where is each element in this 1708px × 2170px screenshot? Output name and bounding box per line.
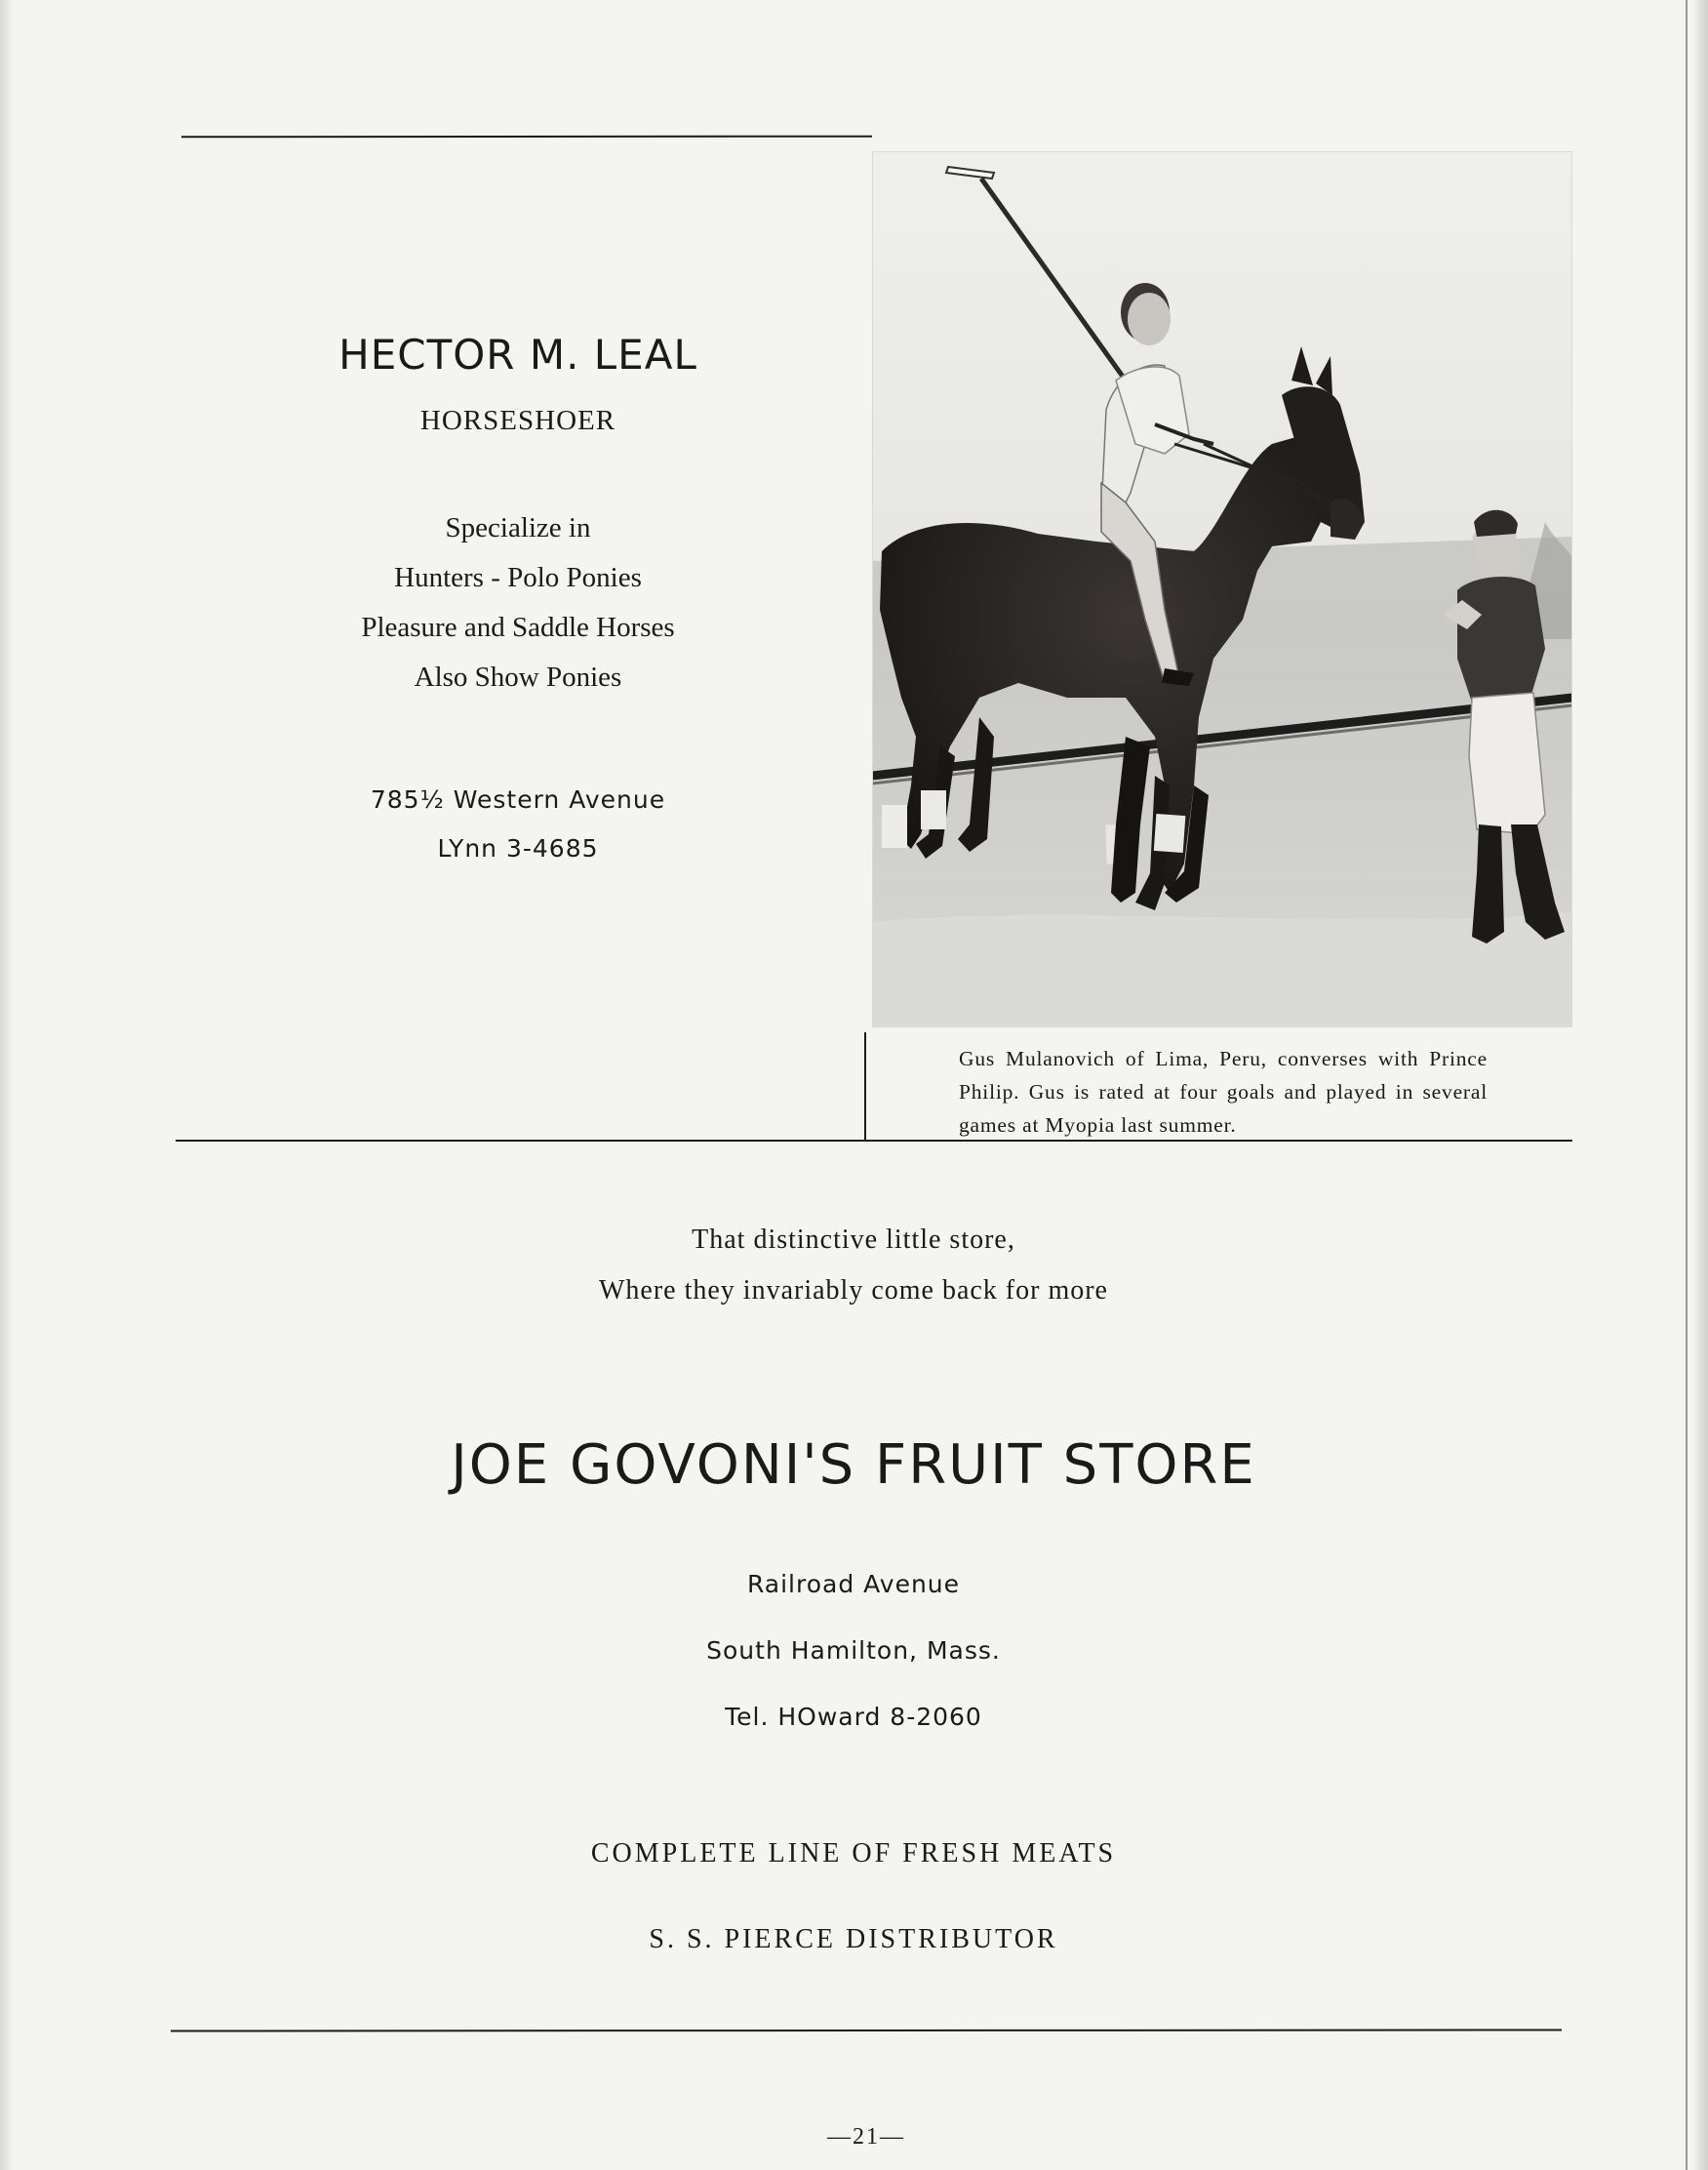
photo-caption: Gus Mulanovich of Lima, Peru, converses with Prince Philip. Gus is rated at four goals and played in several games at Myopia last summer.	[959, 1047, 1488, 1137]
hector-leal-ad	[180, 327, 855, 873]
polo-photo	[872, 151, 1572, 1027]
caption-divider	[864, 1032, 866, 1142]
phone-line: Tel. HOward 8-2060	[725, 1703, 982, 1731]
govoni-tagline	[176, 1215, 1531, 1316]
hector-specialties	[180, 503, 855, 703]
specialty-line: Hunters - Polo Ponies	[394, 562, 642, 593]
store-address	[176, 1551, 1531, 1750]
page-right-edge	[1692, 0, 1708, 2170]
address-line: Railroad Avenue	[746, 1570, 961, 1598]
service-line: S. S. PIERCE DISTRIBUTOR	[649, 1924, 1058, 1954]
address-line: South Hamilton, Mass.	[706, 1636, 1001, 1665]
tagline-line: That distinctive little store,	[692, 1225, 1015, 1255]
bottom-rule	[171, 2029, 1562, 2032]
page-right-edge-line	[1686, 0, 1688, 2170]
top-rule	[181, 136, 872, 139]
page-number: —21—	[827, 2124, 905, 2150]
hector-address: 785½ Western Avenue	[370, 785, 666, 814]
specialty-line: Specialize in	[445, 512, 591, 543]
specialty-line: Pleasure and Saddle Horses	[361, 612, 675, 643]
hector-name: HECTOR M. LEAL	[338, 331, 697, 379]
store-services	[176, 1811, 1531, 1983]
tagline-line: Where they invariably come back for more	[598, 1275, 1108, 1306]
hector-contact	[180, 776, 855, 873]
hector-phone: LYnn 3-4685	[437, 834, 599, 863]
page-left-shadow	[0, 0, 14, 2170]
store-name: JOE GOVONI'S FRUIT STORE	[451, 1433, 1256, 1497]
hector-trade: HORSESHOER	[419, 405, 616, 436]
specialty-line: Also Show Ponies	[414, 662, 622, 693]
middle-rule	[176, 1140, 1572, 1142]
govoni-fruit-store-ad	[176, 1215, 1531, 1983]
service-line: COMPLETE LINE OF FRESH MEATS	[590, 1838, 1117, 1869]
